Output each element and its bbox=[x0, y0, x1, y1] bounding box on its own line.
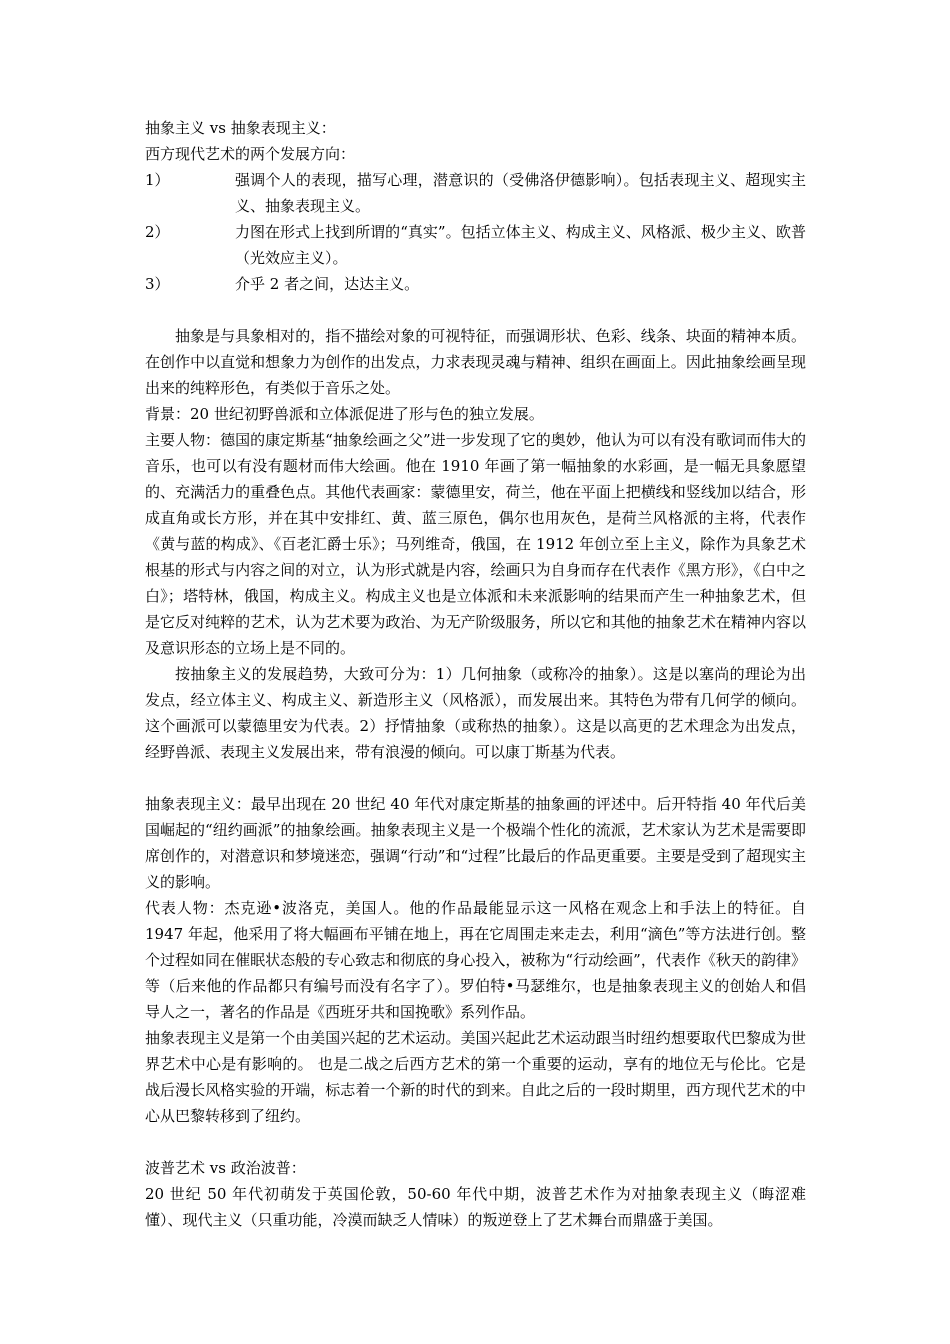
paragraph-abstract-definition: 抽象是与具象相对的，指不描绘对象的可视特征，而强调形状、色彩、线条、块面的精神本质。在创作中以直觉和想象力为创作的出发点，力求表现灵魂与精神、组织在画面上。因此抽象绘画呈现出来的纯粹形色，有类似于音乐之处。 bbox=[145, 327, 806, 397]
paragraph-background: 背景：20 世纪初野兽派和立体派促进了形与色的独立发展。 bbox=[145, 405, 544, 423]
paragraph-gap bbox=[145, 1129, 806, 1155]
paragraph-american-movement: 抽象表现主义是第一个由美国兴起的艺术运动。美国兴起此艺术运动跟当时纽约想要取代巴黎成为世界艺术中心是有影响的。 也是二战之后西方艺术的第一个重要的运动，享有的地位无与伦比。它是战后漫长风格实验的开端，标志着一个新的时代的到来。自此之后的一段时期里，西方现代艺术的中心从巴黎转移到了纽约。 bbox=[145, 1029, 806, 1125]
list-text: 强调个人的表现，描写心理，潜意识的（受佛洛伊德影响）。包括表现主义、超现实主义、抽象表现主义。 bbox=[235, 171, 806, 215]
list-text: 力图在形式上找到所谓的“真实”。包括立体主义、构成主义、风格派、极少主义、欧普（光效应主义）。 bbox=[235, 223, 806, 267]
section-title-pop-art: 波普艺术 vs 政治波普： bbox=[145, 1159, 306, 1177]
list-number: 3） bbox=[145, 275, 170, 293]
paragraph-development-trend: 按抽象主义的发展趋势，大致可分为：1）几何抽象（或称冷的抽象）。这是以塞尚的理论为出发点，经立体主义、构成主义、新造形主义（风格派），而发展出来。其特色为带有几何学的倾向。这个画派可以蒙德里安为代表。2）抒情抽象（或称热的抽象）。这是以高更的艺术理念为出发点，经野兽派、表现主义发展出来，带有浪漫的倾向。可以康丁斯基为代表。 bbox=[145, 665, 806, 761]
paragraph-main-figures: 主要人物：德国的康定斯基“抽象绘画之父”进一步发现了它的奥妙，他认为可以有没有歌词而伟大的音乐，也可以有没有题材而伟大绘画。他在 1910 年画了第一幅抽象的水彩画，是一幅无具象愿望的、充满活力的重叠色点。其他代表画家：蒙德里安，荷兰，他在平面上把横线和竖线加以结合，形成直角或长方形，并在其中安排红、黄、蓝三原色，偶尔也用灰色，是荷兰风格派的主将，代表作《黄与蓝的构成》、《百老汇爵士乐》；马列维奇，俄国，在 1912 年创立至上主义，除作为具象艺术根基的形式与内容之间的对立，认为形式就是内容，绘画只为自身而存在代表作《黑方形》，《白中之白》；塔特林，俄国，构成主义。构成主义也是立体派和未来派影响的结果而产生一种抽象艺术，但是它反对纯粹的艺术，认为艺术要为政治、为无产阶级服务，所以它和其他的抽象艺术在精神内容以及意识形态的立场上是不同的。 bbox=[145, 431, 806, 657]
paragraph-gap bbox=[145, 765, 806, 791]
paragraph-abstract-expressionism: 抽象表现主义：最早出现在 20 世纪 40 年代对康定斯基的抽象画的评述中。后开特指 40 年代后美国崛起的“纽约画派”的抽象绘画。抽象表现主义是一个极端个性化的流派，艺术家认为艺术是需要即席创作的，对潜意识和梦境迷恋，强调“行动”和“过程”比最后的作品更重要。主要是受到了超现实主义的影响。 bbox=[145, 795, 806, 891]
list-item-3 bbox=[145, 271, 806, 297]
document-body bbox=[145, 115, 806, 1233]
paragraph-representative-figures: 代表人物：杰克逊•波洛克，美国人。他的作品最能显示这一风格在观念上和手法上的特征。自 1947 年起，他采用了将大幅画布平铺在地上，再在它周围走来走去，利用“滴色”等方法进行创。整个过程如同在催眠状态般的专心致志和彻底的身心投入，被称为“行动绘画”，代表作《秋天的韵律》等（后来他的作品都只有编号而没有名字了）。罗伯特•马瑟维尔，也是抽象表现主义的创始人和倡导人之一，著名的作品是《西班牙共和国挽歌》系列作品。 bbox=[145, 899, 806, 1021]
section-subtitle: 西方现代艺术的两个发展方向： bbox=[145, 145, 356, 163]
list-text: 介乎 2 者之间，达达主义。 bbox=[235, 275, 420, 293]
paragraph-gap bbox=[145, 297, 806, 323]
list-item-1 bbox=[145, 167, 806, 219]
list-number: 2） bbox=[145, 223, 170, 241]
section-title-abstract-vs-expressionism: 抽象主义 vs 抽象表现主义： bbox=[145, 119, 336, 137]
list-number: 1） bbox=[145, 171, 170, 189]
paragraph-pop-art-origin: 20 世纪 50 年代初萌发于英国伦敦，50-60 年代中期，波普艺术作为对抽象表现主义（晦涩难懂）、现代主义（只重功能，冷漠而缺乏人情味）的叛逆登上了艺术舞台而鼎盛于美国。 bbox=[145, 1185, 806, 1229]
list-item-2 bbox=[145, 219, 806, 271]
